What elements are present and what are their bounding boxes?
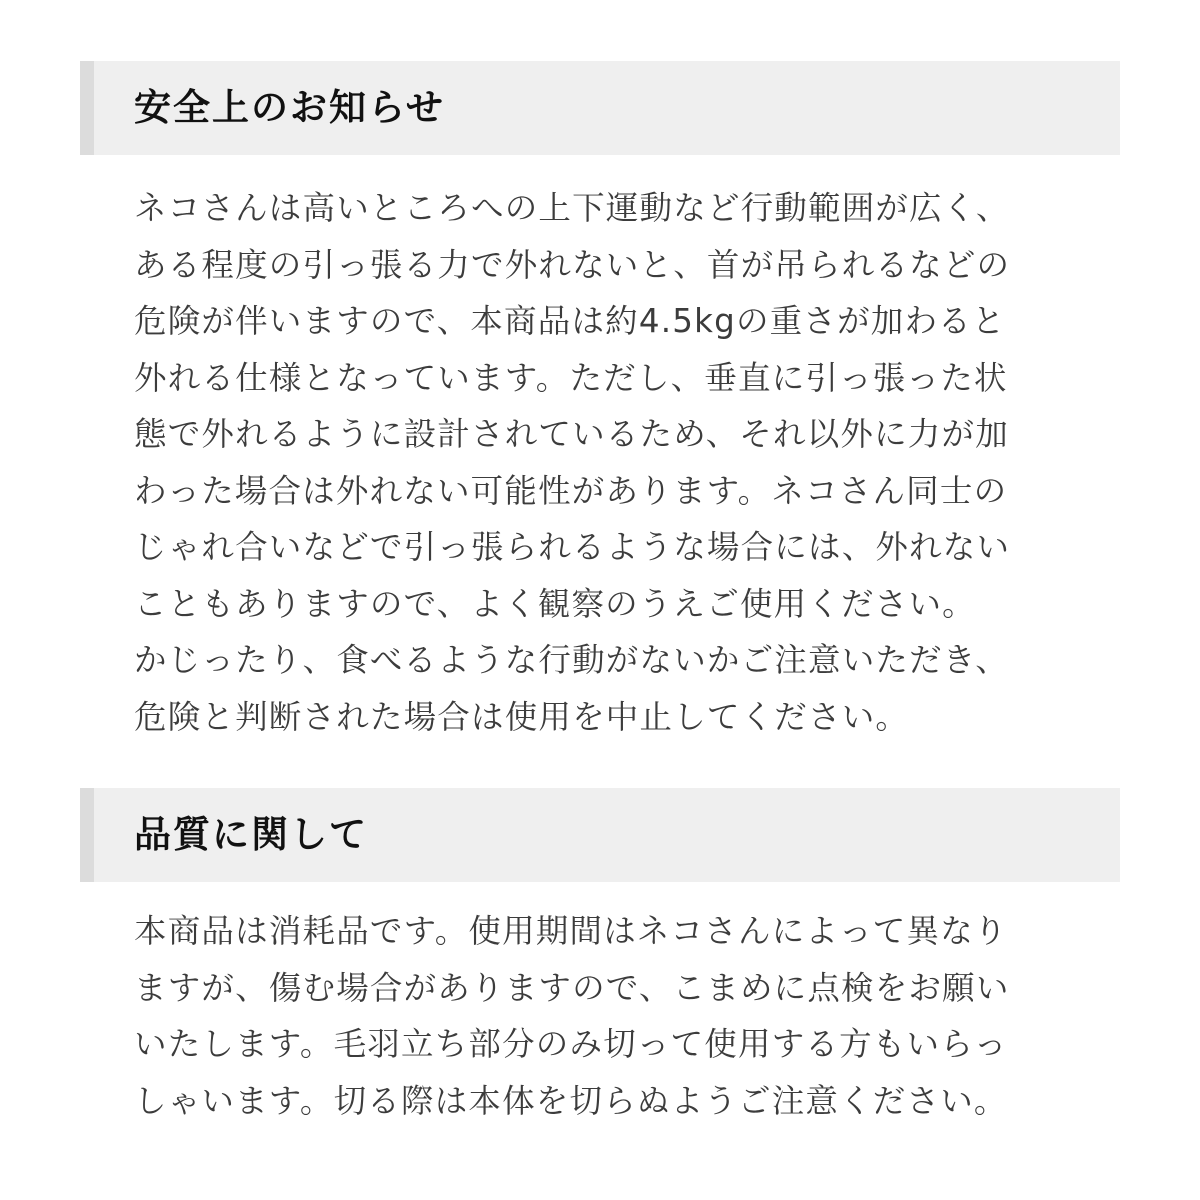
safety-text-line: 危険と判断された場合は使用を中止してください。 <box>134 697 910 736</box>
safety-text-line: 態で外れるように設計されているため、それ以外に力が加 <box>134 415 1009 453</box>
safety-text-line: 危険が伴いますので、本商品は約4.5kgの重さが加わると <box>134 302 1006 340</box>
quality-text-line: しゃいます。切る際は本体を切らぬようご注意ください。 <box>134 1081 1008 1120</box>
safety-section-body <box>134 180 1074 745</box>
safety-text-line: かじったり、食べるような行動がないかご注意いただき、 <box>134 641 1009 679</box>
quality-section-title: 品質に関して <box>134 813 368 856</box>
safety-text-line: ネコさんは高いところへの上下運動など行動範囲が広く、 <box>134 189 1010 227</box>
safety-section-header <box>80 61 1120 155</box>
safety-section-title: 安全上のお知らせ <box>134 86 445 129</box>
safety-text-line: わった場合は外れない可能性があります。ネコさん同士の <box>134 471 1008 510</box>
quality-text-line: ますが、傷む場合がありますので、こまめに点検をお願い <box>134 968 1010 1007</box>
safety-text-line: ある程度の引っ張る力で外れないと、首が吊られるなどの <box>134 245 1011 284</box>
quality-section-header <box>80 788 1120 882</box>
safety-text-line: 外れる仕様となっています。ただし、垂直に引っ張った状 <box>134 358 1008 397</box>
safety-text-line: じゃれ合いなどで引っ張られるような場合には、外れない <box>134 528 1011 566</box>
quality-text-line: いたします。毛羽立ち部分のみ切って使用する方もいらっ <box>134 1025 1008 1063</box>
quality-section-body <box>134 903 1074 1129</box>
safety-text-line: こともありますので、よく観察のうえご使用ください。 <box>134 584 976 623</box>
quality-text-line: 本商品は消耗品です。使用期間はネコさんによって異なり <box>134 912 1008 950</box>
